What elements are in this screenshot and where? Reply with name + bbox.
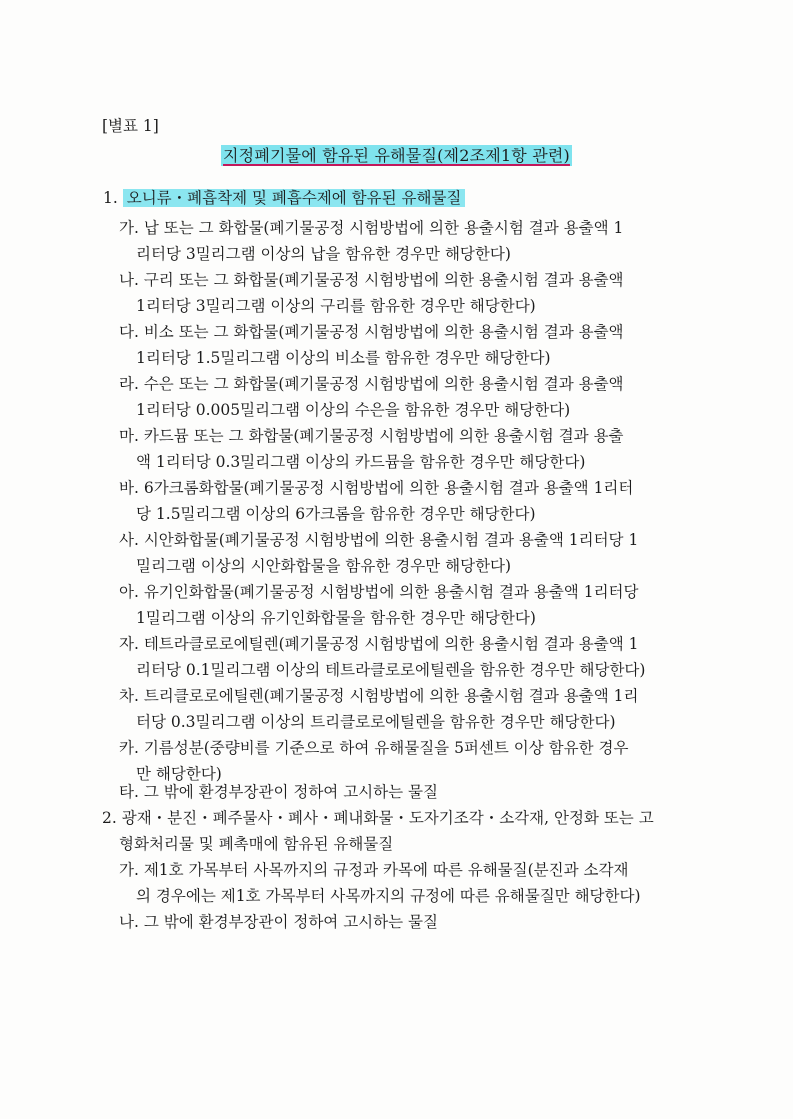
- list-item: [119, 779, 438, 805]
- item-line-cont: 당 1.5밀리그램 이상의 6가크롬을 함유한 경우만 해당한다): [136, 505, 536, 523]
- item-line-cont: 리터당 3밀리그램 이상의 납을 함유한 경우만 해당한다): [136, 245, 511, 263]
- item-line: 차. 트리클로로에틸렌(폐기물공정 시험방법에 의한 용출시험 결과 용출액 1리: [119, 687, 639, 705]
- item-line: 카. 기름성분(중량비를 기준으로 하여 유해물질을 5퍼센트 이상 함유한 경우: [119, 739, 629, 757]
- item-line-cont: 1리터당 3밀리그램 이상의 구리를 함유한 경우만 해당한다): [136, 297, 536, 315]
- item-line: 가. 제1호 가목부터 사목까지의 규정과 카목에 따른 유해물질(분진과 소각재: [119, 861, 629, 879]
- item-line: 자. 테트라클로로에틸렌(폐기물공정 시험방법에 의한 용출시험 결과 용출액 1: [119, 635, 639, 653]
- section-2-heading: [102, 805, 654, 857]
- item-line: 나. 구리 또는 그 화합물(폐기물공정 시험방법에 의한 용출시험 결과 용출액: [119, 271, 624, 289]
- list-item: [119, 267, 624, 319]
- list-item: [119, 857, 641, 909]
- item-line-cont: 밀리그램 이상의 시안화합물을 함유한 경우만 해당한다): [136, 557, 512, 575]
- item-line: 타. 그 밖에 환경부장관이 정하여 고시하는 물질: [119, 783, 438, 801]
- item-line: 라. 수은 또는 그 화합물(폐기물공정 시험방법에 의한 용출시험 결과 용출액: [119, 375, 624, 393]
- list-item: [119, 683, 639, 735]
- list-item: [119, 579, 639, 631]
- section-2-line: 2. 광재・분진・폐주물사・폐사・폐내화물・도자기조각・소각재, 안정화 또는 고: [102, 809, 654, 827]
- list-item: [119, 423, 624, 475]
- item-line: 나. 그 밖에 환경부장관이 정하여 고시하는 물질: [119, 913, 438, 931]
- item-line-cont: 액 1리터당 0.3밀리그램 이상의 카드뮴을 함유한 경우만 해당한다): [136, 453, 586, 471]
- item-line: 사. 시안화합물(폐기물공정 시험방법에 의한 용출시험 결과 용출액 1리터당 1: [119, 531, 639, 549]
- list-item: [119, 909, 438, 935]
- item-line: 바. 6가크롬화합물(폐기물공정 시험방법에 의한 용출시험 결과 용출액 1리터: [119, 479, 634, 497]
- section-1-marker: 1.: [103, 189, 118, 207]
- document-title: [0, 143, 793, 166]
- item-line-cont: 터당 0.3밀리그램 이상의 트리클로로에틸렌을 함유한 경우만 해당한다): [136, 713, 616, 731]
- section-1-heading: [103, 185, 465, 211]
- item-line: 다. 비소 또는 그 화합물(폐기물공정 시험방법에 의한 용출시험 결과 용출액: [119, 323, 624, 341]
- item-line: 아. 유기인화합물(폐기물공정 시험방법에 의한 용출시험 결과 용출액 1리터당: [119, 583, 639, 601]
- list-item: [119, 319, 624, 371]
- item-line-cont: 리터당 0.1밀리그램 이상의 테트라클로로에틸렌을 함유한 경우만 해당한다): [136, 661, 646, 679]
- list-item: [119, 527, 638, 579]
- item-line-cont: 1리터당 0.005밀리그램 이상의 수은을 함유한 경우만 해당한다): [136, 401, 571, 419]
- list-item: [119, 371, 624, 423]
- item-line: 가. 납 또는 그 화합물(폐기물공정 시험방법에 의한 용출시험 결과 용출액 1: [119, 219, 624, 237]
- list-item: [119, 475, 633, 527]
- item-line-cont: 1리터당 1.5밀리그램 이상의 비소를 함유한 경우만 해당한다): [136, 349, 551, 367]
- list-item: [119, 631, 645, 683]
- annex-label: [별표 1]: [102, 117, 159, 135]
- item-line-cont: 1밀리그램 이상의 유기인화합물을 함유한 경우만 해당한다): [136, 609, 536, 627]
- list-item: [119, 215, 623, 267]
- title-text: 지정폐기물에 함유된 유해물질(제2조제1항 관련): [223, 146, 570, 165]
- item-line-cont: 만 해당한다): [136, 765, 222, 783]
- item-line-cont: 의 경우에는 제1호 가목부터 사목까지의 규정에 따른 유해물질만 해당한다): [136, 887, 641, 905]
- section-2-line-cont: 형화처리물 및 폐촉매에 함유된 유해물질: [119, 835, 394, 853]
- section-1-title: 오니류・폐흡착제 및 폐흡수제에 함유된 유해물질: [123, 189, 466, 207]
- item-line: 마. 카드뮴 또는 그 화합물(폐기물공정 시험방법에 의한 용출시험 결과 용출: [119, 427, 624, 445]
